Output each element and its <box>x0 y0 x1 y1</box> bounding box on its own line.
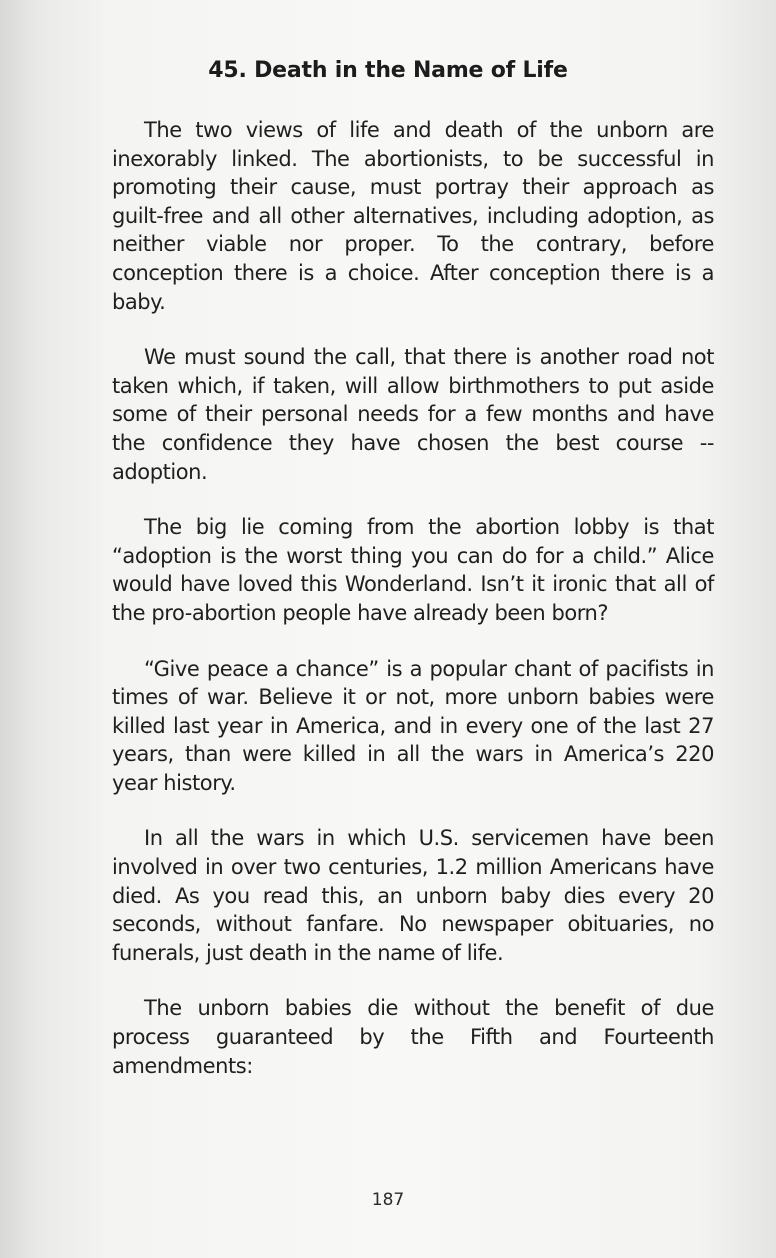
chapter-body <box>112 116 714 1107</box>
paragraph-1: The two views of life and death of the unborn are inexorably linked. The abortionists, to be successful in promoting their cause, must portray their approach as guilt-free and all other alternatives, including adoption, as neither viable nor proper. To the contrary, before conception there is a choice. After conception there is a baby. <box>112 118 714 314</box>
chapter-title: 45. Death in the Name of Life <box>208 58 568 83</box>
paragraph-4: “Give peace a chance” is a popular chant of pacifists in times of war. Believe it or not, more unborn babies were killed last year in America, and in every one of the last 27 years, than were killed in all the wars in America’s 220 year history. <box>112 656 714 795</box>
paragraph-5: In all the wars in which U.S. servicemen have been involved in over two centuries, 1.2 million Americans have died. As you read this, an unborn baby dies every 20 seconds, without fanfare. No newspaper obituaries, no funerals, just death in the name of life. <box>112 826 714 965</box>
paragraph-6: The unborn babies die without the benefit of due process guaranteed by the Fifth and Fourteenth amendments: <box>112 996 714 1078</box>
paragraph-3: The big lie coming from the abortion lobby is that “adoption is the worst thing you can do for a child.” Alice would have loved this Wonderland. Isn’t it ironic that all of the pro-abortion people have already been born? <box>112 515 714 625</box>
paragraph-2: We must sound the call, that there is another road not taken which, if taken, will allow birthmothers to put aside some of their personal needs for a few months and have the confidence they have chosen the best course -- adoption. <box>112 345 714 484</box>
page-number: 187 <box>371 1190 405 1210</box>
